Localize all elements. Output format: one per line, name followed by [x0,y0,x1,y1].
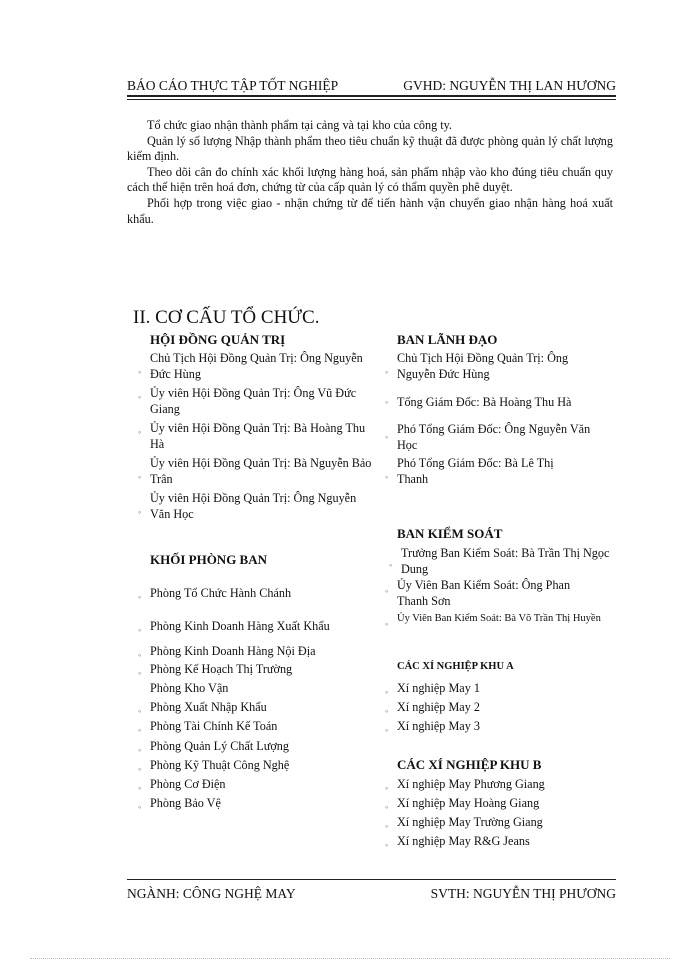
intro-paragraph: Quản lý số lượng Nhập thành phẩm theo tiêu chuẩn kỹ thuật đã được phòng quản lý chất lượng kiểm định. [127,133,613,164]
list-item [138,490,372,522]
bullet-icon: ◦ [138,725,142,735]
department: Phòng Quản Lý Chất Lượng [150,739,289,753]
list-item [385,833,530,850]
bullet-icon: ◦ [138,472,142,482]
factory: Xí nghiệp May Phương Giang [397,777,545,791]
list-item [138,738,289,755]
list-item [385,394,607,410]
bullet-icon: ◦ [138,625,142,635]
bullet-icon: ◦ [138,783,142,793]
footer-left: NGÀNH: CÔNG NGHỆ MAY [127,886,296,901]
list-item [385,612,602,629]
departments-title: KHỐI PHÒNG BAN [150,552,268,567]
factory: Xí nghiệp May R&G Jeans [397,834,530,848]
list-item [385,776,545,793]
factory: Xí nghiệp May Hoàng Giang [397,796,540,810]
factory: Xí nghiệp May 2 [397,700,480,714]
list-item [385,699,480,716]
department: Phòng Tổ Chức Hành Chánh [150,586,292,600]
bullet-icon: ◦ [138,764,142,774]
department: Phòng Kinh Doanh Hàng Xuất Khẩu [150,619,330,633]
bullet-icon: ◦ [385,802,389,812]
bullet-icon: ◦ [138,650,142,660]
bullet-icon: ◦ [138,592,142,602]
bullet-icon: ◦ [385,432,389,442]
header-left: BÁO CÁO THỰC TẬP TỐT NGHIỆP [127,78,339,93]
bullet-icon: ◦ [138,427,142,437]
list-item [138,661,293,678]
section-title: II. CƠ CẤU TỔ CHỨC. [133,307,320,328]
department: Phòng Tài Chính Kế Toán [150,719,278,733]
list-item [138,420,380,452]
list-item [138,718,278,735]
factories-b-title: CÁC XÍ NGHIỆP KHU B [397,757,542,772]
bullet-icon: ◦ [385,783,389,793]
page-break-line [30,958,670,959]
bullet-icon: ◦ [385,397,389,407]
list-item [138,643,316,660]
list-item [138,350,372,382]
bullet-icon: ◦ [385,706,389,716]
header-right: GVHD: NGUYỄN THỊ LAN HƯƠNG [403,78,616,93]
board-member: Ủy viên Hội Đồng Quản Trị: Ông Nguyễn Văn Học [150,491,357,521]
board-title: HỘI ĐỒNG QUẢN TRỊ [150,332,286,347]
control-member: Trưởng Ban Kiểm Soát: Bà Trần Thị Ngọc Dung [401,546,610,576]
bullet-icon: ◦ [138,706,142,716]
factory: Xí nghiệp May Trường Giang [397,815,543,829]
factory: Xí nghiệp May 3 [397,719,480,733]
department: Phòng Xuất Nhập Khẩu [150,700,267,714]
bullet-icon: ◦ [138,367,142,377]
list-item [138,795,221,812]
list-item [385,577,602,609]
board-member: Ủy viên Hội Đồng Quản Trị: Ông Vũ Đức Giang [150,386,357,416]
header-rule [127,95,616,97]
board-member: Ủy viên Hội Đồng Quản Trị: Bà Nguyễn Bảo Trân [150,456,372,486]
list-item [138,757,290,774]
bullet-icon: ◦ [138,392,142,402]
header-rule-thin [127,99,616,100]
list-item [385,718,480,735]
bullet-icon: ◦ [138,507,142,517]
board-member: Ủy viên Hội Đồng Quản Trị: Bà Hoàng Thu Hà [150,421,366,451]
list-item [385,455,587,487]
list-item [138,618,330,635]
bullet-icon: ◦ [385,687,389,697]
board-member: Chủ Tịch Hội Đồng Quản Trị: Ông Nguyễn Đức Hùng [150,351,363,381]
bullet-icon: ◦ [385,840,389,850]
intro-paragraph: Theo dõi cân đo chính xác khối lượng hàng hoá, sản phẩm nhập vào kho đúng tiêu chuẩn quy cách thể hiện trên hoá đơn, chứng từ của cấp quản lý có thẩm quyền phê duyệt. [127,164,613,195]
department: Phòng Cơ Điện [150,777,226,791]
bullet-icon: ◦ [385,619,389,629]
intro-text [127,118,613,227]
bullet-icon: ◦ [138,802,142,812]
list-item [138,776,226,793]
footer-rule [127,879,616,880]
control-member: Ủy Viên Ban Kiểm Soát: Ông Phan Thanh Sơn [397,578,571,608]
leadership-title: BAN LÃNH ĐẠO [397,332,498,347]
department: Phòng Kỹ Thuật Công Nghệ [150,758,290,772]
bullet-icon: ◦ [389,560,393,570]
leader: Phó Tổng Giám Đốc: Ông Nguyễn Văn Học [397,422,591,452]
leader: Tổng Giám Đốc: Bà Hoàng Thu Hà [397,395,572,409]
leader: Chủ Tịch Hội Đồng Quản Trị: Ông Nguyễn Đức Hùng [397,351,569,381]
list-item [385,814,543,831]
list-item [138,585,292,602]
list-item [138,699,267,716]
bullet-icon: ◦ [385,472,389,482]
control-board-title: BAN KIỂM SOÁT [397,526,503,541]
footer-right: SVTH: NGUYỄN THỊ PHƯƠNG [430,886,616,901]
bullet-icon: ◦ [385,367,389,377]
list-item [385,680,480,697]
list-item [385,795,540,812]
department: Phòng Kinh Doanh Hàng Nội Địa [150,644,316,658]
list-item [389,545,611,577]
bullet-icon: ◦ [138,668,142,678]
bullet-icon: ◦ [385,725,389,735]
intro-paragraph: Tổ chức giao nhận thành phẩm tại cảng và tại kho của công ty. [147,118,452,132]
bullet-icon: ◦ [385,821,389,831]
control-member: Ủy Viên Ban Kiểm Soát: Bà Võ Trần Thị Huyền [397,613,601,624]
bullet-icon: ◦ [138,745,142,755]
department: Phòng Bảo Vệ [150,796,221,810]
list-item [385,421,597,453]
list-item [385,350,602,382]
department: Phòng Kho Vận [150,681,229,695]
list-item [138,385,372,417]
leader: Phó Tổng Giám Đốc: Bà Lê Thị Thanh [397,456,554,486]
intro-paragraph: Phối hợp trong việc giao - nhận chứng từ để tiến hành vận chuyển giao nhận hàng hoá xuất khẩu. [127,195,613,226]
list-item [150,680,228,696]
factory: Xí nghiệp May 1 [397,681,480,695]
department: Phòng Kế Hoạch Thị Trường [150,662,293,676]
list-item [138,455,372,487]
factories-a-title: CÁC XÍ NGHIỆP KHU A [397,661,514,672]
bullet-icon: ◦ [385,586,389,596]
